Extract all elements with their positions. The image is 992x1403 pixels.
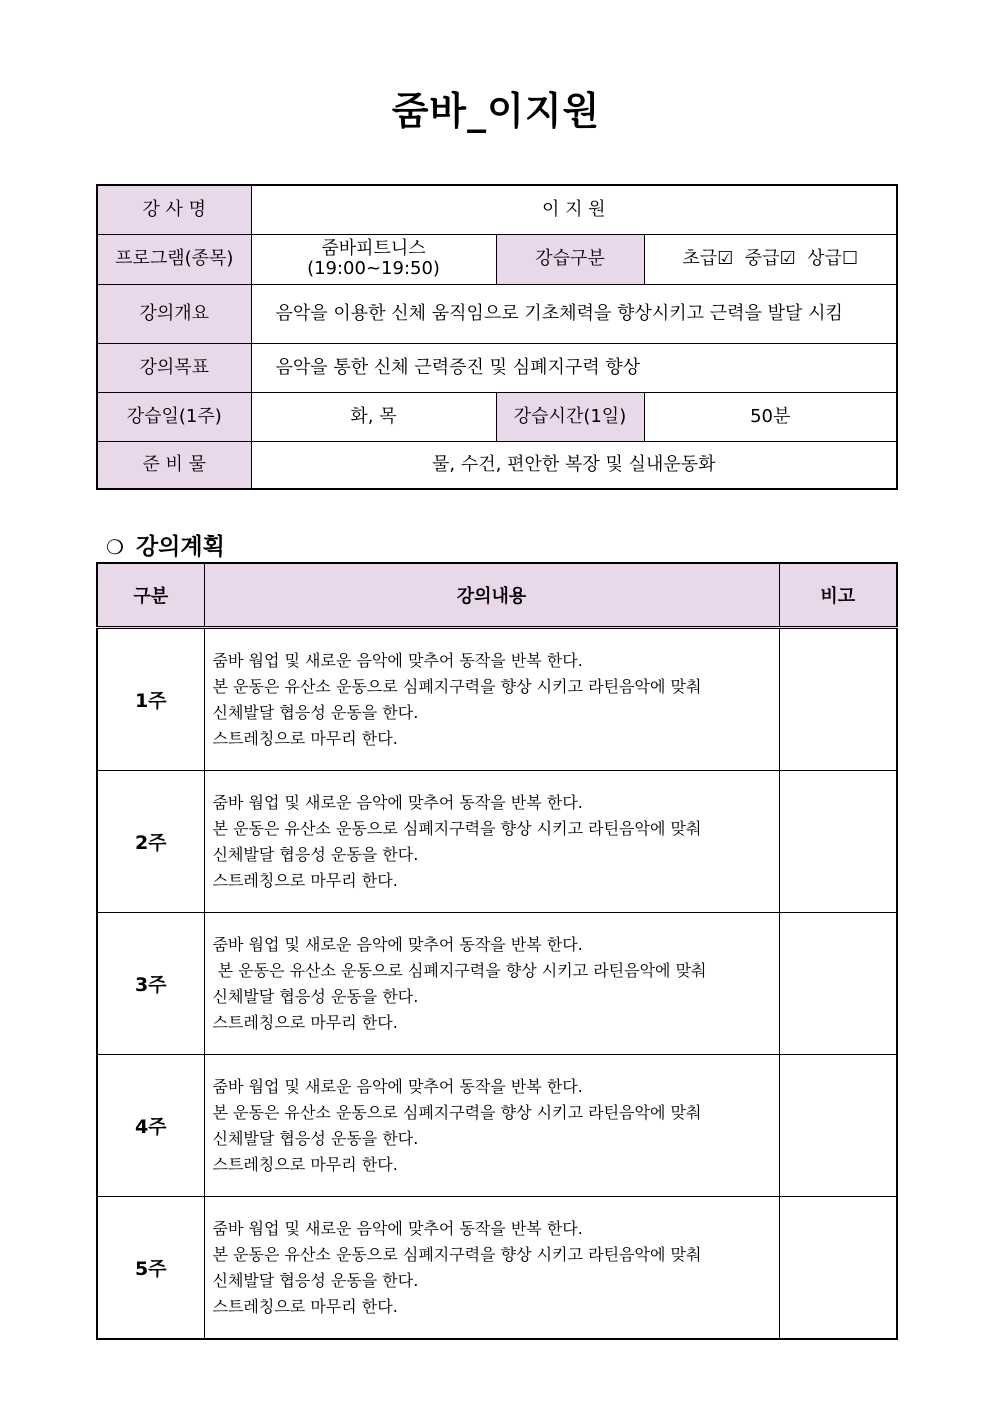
lesson-plan-table <box>96 562 898 1340</box>
content-line: 신체발달 협응성 운동을 한다. <box>212 1270 419 1290</box>
week-label: 3주 <box>97 913 204 1055</box>
instructor-row <box>97 185 897 234</box>
week-content <box>204 913 779 1055</box>
level-label: 강습구분 <box>496 234 644 284</box>
content-line: 줌바 웜업 및 새로운 음악에 맞추어 동작을 반복 한다. <box>212 1076 583 1096</box>
goal-label: 강의목표 <box>97 343 251 392</box>
unchecked-box-icon: ☐ <box>841 248 859 269</box>
instructor-value: 이 지 원 <box>251 185 897 234</box>
content-line: 신체발달 협응성 운동을 한다. <box>212 1128 419 1148</box>
content-line: 본 운동은 유산소 운동으로 심폐지구력을 향상 시키고 라틴음악에 맞춰 <box>212 960 707 980</box>
content-line: 줌바 웜업 및 새로운 음악에 맞추어 동작을 반복 한다. <box>212 934 583 954</box>
circle-bullet-icon: ❍ <box>106 535 124 559</box>
level-option-intermediate[interactable] <box>745 248 796 269</box>
content-line: 줌바 웜업 및 새로운 음악에 맞추어 동작을 반복 한다. <box>212 1218 583 1238</box>
content-line: 스트레칭으로 마무리 한다. <box>212 1012 398 1032</box>
plan-row <box>97 1197 897 1340</box>
duration-label: 강습시간(1일) <box>496 392 644 441</box>
goal-value: 음악을 통한 신체 근력증진 및 심폐지구력 향상 <box>251 343 897 392</box>
week-note <box>779 1197 897 1340</box>
week-label: 4주 <box>97 1055 204 1197</box>
program-label: 프로그램(종목) <box>97 234 251 284</box>
level-name: 상급 <box>807 248 842 269</box>
section-heading <box>106 528 225 561</box>
header-note: 비고 <box>779 563 897 628</box>
plan-header-row <box>97 563 897 628</box>
week-content <box>204 1197 779 1340</box>
week-label: 5주 <box>97 1197 204 1340</box>
section-title: 강의계획 <box>135 534 225 560</box>
course-info-table <box>96 184 898 490</box>
level-option-advanced[interactable] <box>807 248 858 269</box>
level-name: 초급 <box>682 248 718 269</box>
program-name: 줌바피트니스 <box>321 238 426 259</box>
content-line: 신체발달 협응성 운동을 한다. <box>212 986 419 1006</box>
week-note <box>779 628 897 771</box>
content-line: 스트레칭으로 마무리 한다. <box>212 728 398 748</box>
week-label: 2주 <box>97 771 204 913</box>
content-line: 줌바 웜업 및 새로운 음악에 맞추어 동작을 반복 한다. <box>212 792 583 812</box>
program-row <box>97 234 897 284</box>
level-option-beginner[interactable] <box>682 248 733 269</box>
duration-value: 50분 <box>644 392 897 441</box>
content-line: 본 운동은 유산소 운동으로 심폐지구력을 향상 시키고 라틴음악에 맞춰 <box>212 1102 702 1122</box>
overview-row <box>97 284 897 343</box>
days-label: 강습일(1주) <box>97 392 251 441</box>
plan-row <box>97 1055 897 1197</box>
header-content: 강의내용 <box>204 563 779 628</box>
content-line: 스트레칭으로 마무리 한다. <box>212 870 398 890</box>
week-note <box>779 1055 897 1197</box>
overview-label: 강의개요 <box>97 284 251 343</box>
checked-box-icon: ☑ <box>779 248 796 269</box>
content-line: 신체발달 협응성 운동을 한다. <box>212 844 419 864</box>
week-note <box>779 771 897 913</box>
week-content <box>204 628 779 771</box>
page-title: 줌바_이지원 <box>391 89 601 133</box>
plan-row <box>97 628 897 771</box>
days-value: 화, 목 <box>251 392 496 441</box>
program-value <box>251 234 496 284</box>
week-content <box>204 1055 779 1197</box>
schedule-row <box>97 392 897 441</box>
content-line: 본 운동은 유산소 운동으로 심폐지구력을 향상 시키고 라틴음악에 맞춰 <box>212 1244 702 1264</box>
week-label: 1주 <box>97 628 204 771</box>
checked-box-icon: ☑ <box>717 248 734 269</box>
content-line: 신체발달 협응성 운동을 한다. <box>212 702 419 722</box>
plan-row <box>97 913 897 1055</box>
week-content <box>204 771 779 913</box>
program-time: (19:00~19:50) <box>307 258 440 279</box>
instructor-label: 강 사 명 <box>97 185 251 234</box>
content-line: 스트레칭으로 마무리 한다. <box>212 1296 398 1316</box>
level-name: 중급 <box>744 248 780 269</box>
content-line: 줌바 웜업 및 새로운 음악에 맞추어 동작을 반복 한다. <box>212 650 583 670</box>
content-line: 본 운동은 유산소 운동으로 심폐지구력을 향상 시키고 라틴음악에 맞춰 <box>212 818 702 838</box>
materials-row <box>97 441 897 489</box>
materials-value: 물, 수건, 편안한 복장 및 실내운동화 <box>251 441 897 489</box>
header-week: 구분 <box>97 563 204 628</box>
level-options <box>644 234 897 284</box>
materials-label: 준 비 물 <box>97 441 251 489</box>
overview-value: 음악을 이용한 신체 움직임으로 기초체력을 향상시키고 근력을 발달 시킴 <box>251 284 897 343</box>
content-line: 본 운동은 유산소 운동으로 심폐지구력을 향상 시키고 라틴음악에 맞춰 <box>212 676 702 696</box>
goal-row <box>97 343 897 392</box>
week-note <box>779 913 897 1055</box>
content-line: 스트레칭으로 마무리 한다. <box>212 1154 398 1174</box>
plan-row <box>97 771 897 913</box>
